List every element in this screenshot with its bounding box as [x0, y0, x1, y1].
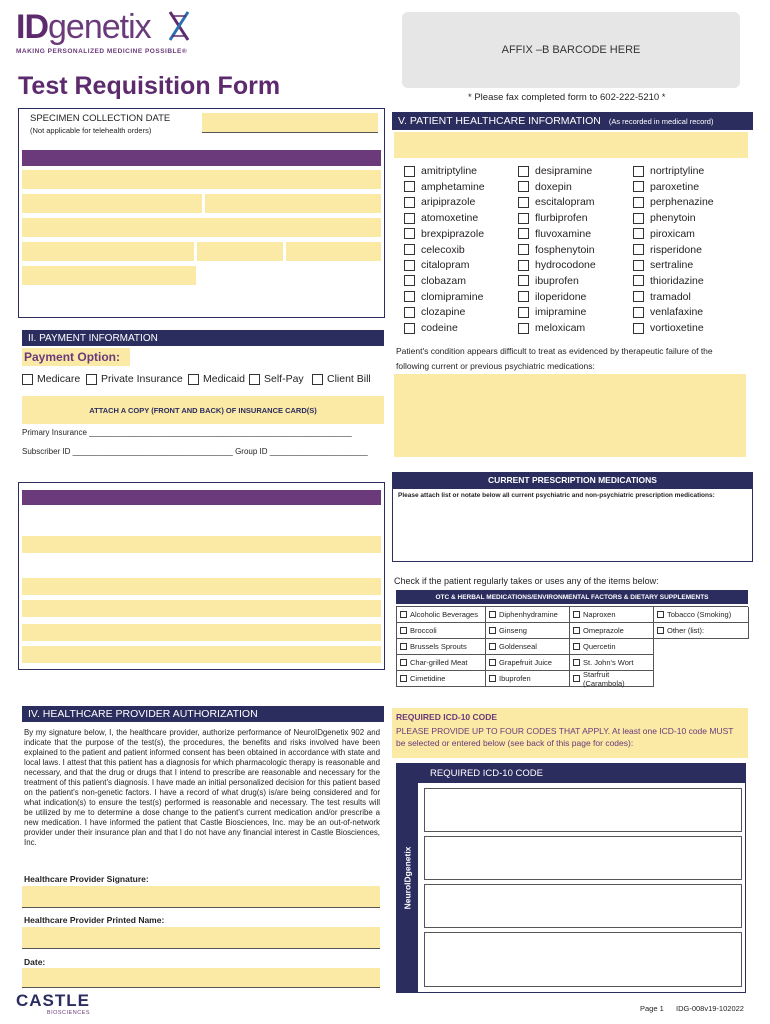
payment-option-label: Private Insurance — [101, 373, 183, 385]
section3-field-1[interactable] — [22, 536, 381, 553]
drug-option-amitriptyline[interactable] — [404, 164, 477, 178]
otc-option[interactable] — [486, 623, 570, 639]
drug-label: tramadol — [650, 290, 691, 303]
drug-label: nortriptyline — [650, 165, 705, 177]
barcode-label: AFFIX –B BARCODE HERE — [501, 44, 641, 56]
section5-title: V. PATIENT HEALTHCARE INFORMATION — [398, 115, 601, 127]
specimen-date-field[interactable] — [202, 113, 378, 133]
drug-label: piroxicam — [650, 227, 695, 240]
section3-header-bar — [22, 490, 381, 505]
otc-label: Grapefruit Juice — [499, 658, 552, 667]
drug-option-clobazam[interactable] — [404, 274, 466, 288]
section3-field-3[interactable] — [22, 600, 381, 617]
drug-label: sertraline — [650, 259, 694, 272]
otc-grid — [396, 606, 748, 687]
section3-field-5[interactable] — [22, 646, 381, 663]
drug-checkbox[interactable] — [404, 197, 415, 208]
icd-box-header — [418, 763, 746, 783]
drug-label: venlafaxine — [650, 306, 704, 319]
drug-label: perphenazine — [650, 196, 714, 209]
icd-code-field-1[interactable] — [424, 788, 742, 832]
payment-option-label: Client Bill — [327, 373, 371, 385]
drug-checkbox[interactable] — [404, 260, 415, 271]
drug-option-nortriptyline[interactable] — [633, 164, 704, 178]
drug-label: risperidone — [650, 243, 702, 256]
drug-checkbox[interactable] — [518, 323, 529, 334]
printed-name-field[interactable] — [22, 927, 380, 949]
drug-label: escitalopram — [535, 196, 595, 209]
otc-option[interactable] — [397, 607, 486, 623]
printed-name-label: Healthcare Provider Printed Name: — [24, 915, 165, 925]
drug-option-brexpiprazole[interactable] — [404, 227, 484, 241]
otc-label: Naproxen — [583, 610, 616, 619]
otc-checkbox[interactable] — [400, 659, 407, 666]
section4-header — [22, 706, 384, 722]
drug-checkbox[interactable] — [633, 197, 644, 208]
drug-checkbox[interactable] — [633, 260, 644, 271]
otc-checkbox[interactable] — [573, 643, 580, 650]
drug-label: atomoxetine — [421, 212, 479, 225]
drug-label: aripiprazole — [421, 196, 476, 209]
otc-checkbox[interactable] — [573, 659, 580, 666]
drug-label: ibuprofen — [535, 274, 579, 287]
drug-option-amphetamine[interactable] — [404, 180, 485, 194]
primary-insurance-line[interactable]: Primary Insurance ___________________________________________________________ — [22, 428, 352, 437]
otc-label: Broccoli — [410, 626, 437, 635]
icd-code-field-2[interactable] — [424, 836, 742, 880]
otc-option[interactable] — [654, 623, 749, 639]
drug-option-phenytoin[interactable] — [633, 211, 696, 225]
current-rx-header — [392, 472, 753, 488]
otc-empty-cell — [654, 639, 749, 655]
patient-field-3[interactable] — [22, 218, 381, 237]
drug-option-aripiprazole[interactable] — [404, 195, 475, 209]
brand-name-part2: genetix — [48, 8, 151, 46]
drug-label: clomipramine — [421, 290, 484, 303]
otc-checkbox[interactable] — [573, 675, 580, 682]
otc-checkbox[interactable] — [573, 611, 580, 618]
insurance-attach-note-bg — [22, 396, 384, 424]
otc-checkbox[interactable] — [657, 611, 664, 618]
form-title: Test Requisition Form — [18, 72, 281, 100]
otc-option[interactable] — [397, 671, 486, 687]
otc-checkbox[interactable] — [489, 611, 496, 618]
drug-option-citalopram[interactable] — [404, 258, 469, 272]
payment-checkbox[interactable] — [188, 374, 199, 385]
drug-label: vortioxetine — [650, 322, 704, 334]
drug-label: phenytoin — [650, 212, 696, 225]
drug-checkbox[interactable] — [518, 275, 529, 286]
brand-tagline: MAKING PERSONALIZED MEDICINE POSSIBLE — [16, 48, 182, 55]
drug-option-flurbiprofen[interactable] — [518, 211, 588, 225]
section4-title: IV. HEALTHCARE PROVIDER AUTHORIZATION — [28, 708, 258, 720]
drug-option-ibuprofen[interactable] — [518, 274, 579, 288]
otc-checkbox[interactable] — [489, 627, 496, 634]
drug-checkbox[interactable] — [404, 244, 415, 255]
drug-checkbox[interactable] — [404, 228, 415, 239]
otc-option[interactable] — [486, 607, 570, 623]
section5-header — [392, 112, 753, 130]
patient-field-2a[interactable] — [22, 194, 202, 213]
drug-label: fluvoxamine — [535, 227, 592, 240]
drug-checkbox[interactable] — [633, 181, 644, 192]
drug-label: brexpiprazole — [421, 227, 485, 240]
payment-checkbox[interactable] — [22, 374, 33, 385]
payment-checkbox[interactable] — [86, 374, 97, 385]
otc-option[interactable] — [397, 655, 486, 671]
otc-label: Brussels Sprouts — [410, 642, 467, 651]
fax-note: * Please fax completed form to 602-222-5210 * — [468, 92, 666, 103]
drug-option-escitalopram[interactable] — [518, 195, 595, 209]
otc-checkbox[interactable] — [489, 675, 496, 682]
payment-checkbox[interactable] — [249, 374, 260, 385]
signature-label: Healthcare Provider Signature: — [24, 874, 149, 884]
otc-label: Ginseng — [499, 626, 527, 635]
otc-checkbox[interactable] — [400, 611, 407, 618]
diagnosis-field[interactable] — [394, 132, 748, 158]
date-field[interactable] — [22, 968, 380, 988]
date-label: Date: — [24, 957, 46, 967]
drug-checkbox[interactable] — [404, 213, 415, 224]
authorization-text: By my signature below, I, the healthcare provider, authorize performance of NeuroIDgenetix 902 and indicate that the purpose of the test(s), the procedures, the benefits and risks involved have been explained to the patient and patient informed consent has been obtained in accordance with state and local laws. I attest that this patient has a diagnosis for which pharmacologic therapy is reasonable and necessary, and that the drug or drugs that I intend to prescribe are reasonable and necessary for the treatment of this patient's diagnosis. I have made an initial personalized decision for this patient based on the patient's non-genetic factors. I have a record of what drug(s) is/are being considered and for what indication(s) to ensure the test(s) performed is reasonable and necessary. The test results will be utilized by me to determine a dose change to the patient's current medication and/or prescribe a new medication. I have informed the patient that Castle Biosciences, Inc. may be an out-of-network provider under their insurance plan and that I do not have any financial interest in Castle Biosciences, Inc. — [24, 728, 380, 847]
otc-option[interactable] — [397, 623, 486, 639]
drug-option-risperidone[interactable] — [633, 243, 702, 257]
drug-checkbox[interactable] — [633, 213, 644, 224]
otc-label: Diphenhydramine — [499, 610, 558, 619]
drug-checkbox[interactable] — [518, 213, 529, 224]
drug-label: fosphenytoin — [535, 243, 595, 256]
current-rx-box[interactable] — [392, 488, 753, 562]
subscriber-id-line[interactable]: Subscriber ID ____________________________________ Group ID ______________________ — [22, 447, 368, 456]
drug-label: celecoxib — [421, 243, 465, 256]
patient-field-5[interactable] — [22, 266, 196, 285]
drug-option-clozapine[interactable] — [404, 305, 465, 319]
drug-checkbox[interactable] — [518, 244, 529, 255]
drug-label: doxepin — [535, 180, 572, 193]
drug-checkbox[interactable] — [404, 166, 415, 177]
otc-checkbox[interactable] — [573, 627, 580, 634]
icd-code-field-4[interactable] — [424, 932, 742, 987]
icd-box-title: REQUIRED ICD-10 CODE — [430, 767, 543, 779]
drug-option-perphenazine[interactable] — [633, 195, 714, 209]
specimen-date-label: SPECIMEN COLLECTION DATE — [30, 113, 171, 124]
drug-label: clozapine — [421, 306, 466, 319]
drug-checkbox[interactable] — [518, 260, 529, 271]
otc-option[interactable] — [570, 607, 654, 623]
icd-instruction: PLEASE PROVIDE UP TO FOUR CODES THAT APPLY. At least one ICD-10 code MUST be selected or entered below (see back of this page for codes): — [396, 726, 734, 748]
specimen-date-note: (Not applicable for telehealth orders) — [30, 126, 152, 135]
otc-label: St. John's Wort — [583, 658, 634, 667]
drug-checkbox[interactable] — [404, 291, 415, 302]
otc-label: Cimetidine — [410, 674, 446, 683]
section3-field-2[interactable] — [22, 578, 381, 595]
payment-option-label: Medicare — [37, 373, 81, 385]
payment-option-medicaid[interactable] — [188, 373, 245, 385]
drug-checkbox[interactable] — [633, 291, 644, 302]
icd-required-label: REQUIRED ICD-10 CODE — [396, 712, 498, 722]
condition-note: Patient's condition appears difficult to treat as evidenced by therapeutic failure of the following current or previous psychiatric medications: — [396, 346, 713, 371]
drug-option-paroxetine[interactable] — [633, 180, 699, 194]
drug-label: codeine — [421, 322, 458, 334]
icd-vertical-label: NeuroIDgenetix — [402, 846, 413, 910]
patient-field-2b[interactable] — [205, 194, 381, 213]
drug-label: citalopram — [421, 259, 470, 272]
drug-option-thioridazine[interactable] — [633, 274, 704, 288]
castle-logo-main: CASTLE — [16, 991, 90, 1010]
payment-option-label: Self-Pay — [264, 373, 304, 385]
drug-checkbox[interactable] — [404, 307, 415, 318]
drug-option-hydrocodone[interactable] — [518, 258, 596, 272]
page-number: Page 1 — [640, 1004, 664, 1013]
drug-option-imipramine[interactable] — [518, 305, 586, 319]
otc-option[interactable] — [570, 639, 654, 655]
otc-empty-cell — [654, 655, 749, 671]
otc-label: Starfruit (Carambola) — [583, 669, 625, 688]
otc-option[interactable] — [486, 655, 570, 671]
payment-option-self-pay[interactable] — [249, 373, 304, 385]
otc-option[interactable] — [486, 639, 570, 655]
drug-checkbox[interactable] — [518, 307, 529, 318]
otc-label: Ibuprofen — [499, 674, 531, 683]
drug-option-celecoxib[interactable] — [404, 243, 465, 257]
payment-option-label-bg — [22, 348, 130, 366]
drug-checkbox[interactable] — [633, 228, 644, 239]
otc-intro: Check if the patient regularly takes or uses any of the items below: — [394, 576, 659, 586]
drug-option-fluvoxamine[interactable] — [518, 227, 591, 241]
drug-checkbox[interactable] — [404, 181, 415, 192]
drug-checkbox[interactable] — [633, 166, 644, 177]
otc-title: OTC & HERBAL MEDICATIONS/ENVIRONMENTAL FACTORS & DIETARY SUPPLEMENTS — [435, 593, 709, 601]
drug-option-codeine[interactable] — [404, 321, 458, 335]
current-rx-title: CURRENT PRESCRIPTION MEDICATIONS — [488, 475, 657, 485]
castle-logo-sub: BIOSCIENCES — [46, 1010, 90, 1016]
otc-label: Alcoholic Beverages — [410, 610, 478, 619]
patient-field-4a[interactable] — [22, 242, 194, 261]
payment-option-label: Medicaid — [203, 373, 246, 385]
drug-checkbox[interactable] — [518, 197, 529, 208]
section5-subtitle: (As recorded in medical record) — [608, 116, 714, 126]
drug-option-atomoxetine[interactable] — [404, 211, 478, 225]
drug-option-meloxicam[interactable] — [518, 321, 585, 335]
drug-option-doxepin[interactable] — [518, 180, 572, 194]
current-rx-note: Please attach list or notate below all current psychiatric and non-psychiatric prescription medications: — [398, 492, 715, 499]
otc-label: Char-grilled Meat — [410, 658, 468, 667]
drug-checkbox[interactable] — [518, 291, 529, 302]
section3-box — [18, 482, 385, 670]
otc-checkbox[interactable] — [489, 659, 496, 666]
drug-checkbox[interactable] — [633, 275, 644, 286]
otc-option[interactable] — [654, 607, 749, 623]
document-id: IDG-008v19-102022 — [676, 1004, 744, 1013]
otc-option[interactable] — [397, 639, 486, 655]
drug-label: imipramine — [535, 306, 587, 319]
section2-title: II. PAYMENT INFORMATION — [28, 332, 158, 344]
drug-label: hydrocodone — [535, 259, 596, 272]
drug-option-iloperidone[interactable] — [518, 290, 586, 304]
drug-checkbox[interactable] — [404, 275, 415, 286]
otc-checkbox[interactable] — [400, 643, 407, 650]
drug-checkbox[interactable] — [633, 244, 644, 255]
otc-option[interactable] — [486, 671, 570, 687]
patient-info-box — [18, 108, 385, 318]
drug-label: desipramine — [535, 165, 593, 177]
otc-checkbox[interactable] — [400, 675, 407, 682]
payment-checkbox[interactable] — [312, 374, 323, 385]
drug-option-piroxicam[interactable] — [633, 227, 695, 241]
icd-code-field-3[interactable] — [424, 884, 742, 928]
drug-label: paroxetine — [650, 180, 700, 193]
section1-header-bar — [22, 150, 381, 166]
drug-label: amphetamine — [421, 180, 485, 193]
otc-label: Quercetin — [583, 642, 616, 651]
drug-label: thioridazine — [650, 274, 704, 287]
otc-checkbox[interactable] — [657, 627, 664, 634]
payment-option-client-bill[interactable] — [312, 373, 371, 385]
dna-helix-icon — [168, 10, 190, 42]
otc-label: Goldenseal — [499, 642, 537, 651]
drug-option-vortioxetine[interactable] — [633, 321, 704, 335]
otc-label: Omeprazole — [583, 626, 624, 635]
drug-label: iloperidone — [535, 290, 587, 303]
drug-label: clobazam — [421, 274, 466, 287]
drug-option-fosphenytoin[interactable] — [518, 243, 595, 257]
castle-logo — [16, 992, 90, 1016]
drug-checkbox[interactable] — [518, 228, 529, 239]
drug-checkbox[interactable] — [633, 323, 644, 334]
insurance-attach-note: ATTACH A COPY (FRONT AND BACK) OF INSURANCE CARD(S) — [89, 405, 317, 415]
otc-option[interactable] — [570, 623, 654, 639]
drug-checkbox[interactable] — [404, 323, 415, 334]
otc-header — [396, 590, 748, 604]
drug-checkbox[interactable] — [518, 166, 529, 177]
otc-label: Other (list): — [667, 626, 705, 635]
patient-field-4b[interactable] — [197, 242, 283, 261]
brand-tagline-mark: ® — [181, 48, 188, 55]
payment-option-label: Payment Option: — [24, 350, 121, 364]
brand-name-part1: ID — [16, 8, 48, 46]
patient-field-4c[interactable] — [286, 242, 381, 261]
drug-label: amitriptyline — [421, 165, 478, 177]
drug-label: meloxicam — [535, 322, 586, 334]
section3-field-4[interactable] — [22, 624, 381, 641]
failed-medications-field[interactable] — [394, 374, 746, 457]
drug-checkbox[interactable] — [633, 307, 644, 318]
drug-option-sertraline[interactable] — [633, 258, 693, 272]
otc-checkbox[interactable] — [489, 643, 496, 650]
otc-label: Tobacco (Smoking) — [667, 610, 732, 619]
otc-checkbox[interactable] — [400, 627, 407, 634]
drug-option-venlafaxine[interactable] — [633, 305, 703, 319]
payment-option-medicare[interactable] — [22, 373, 80, 385]
otc-option[interactable] — [570, 671, 654, 687]
patient-field-1[interactable] — [22, 170, 381, 189]
drug-checkbox[interactable] — [518, 181, 529, 192]
payment-option-private-insurance[interactable] — [86, 373, 183, 385]
section2-header — [22, 330, 384, 346]
icd-vertical-bar — [396, 763, 418, 993]
drug-option-clomipramine[interactable] — [404, 290, 483, 304]
drug-option-desipramine[interactable] — [518, 164, 592, 178]
otc-empty-cell — [654, 671, 749, 687]
drug-label: flurbiprofen — [535, 212, 588, 225]
barcode-area — [402, 12, 740, 88]
signature-field[interactable] — [22, 886, 380, 908]
drug-option-tramadol[interactable] — [633, 290, 691, 304]
